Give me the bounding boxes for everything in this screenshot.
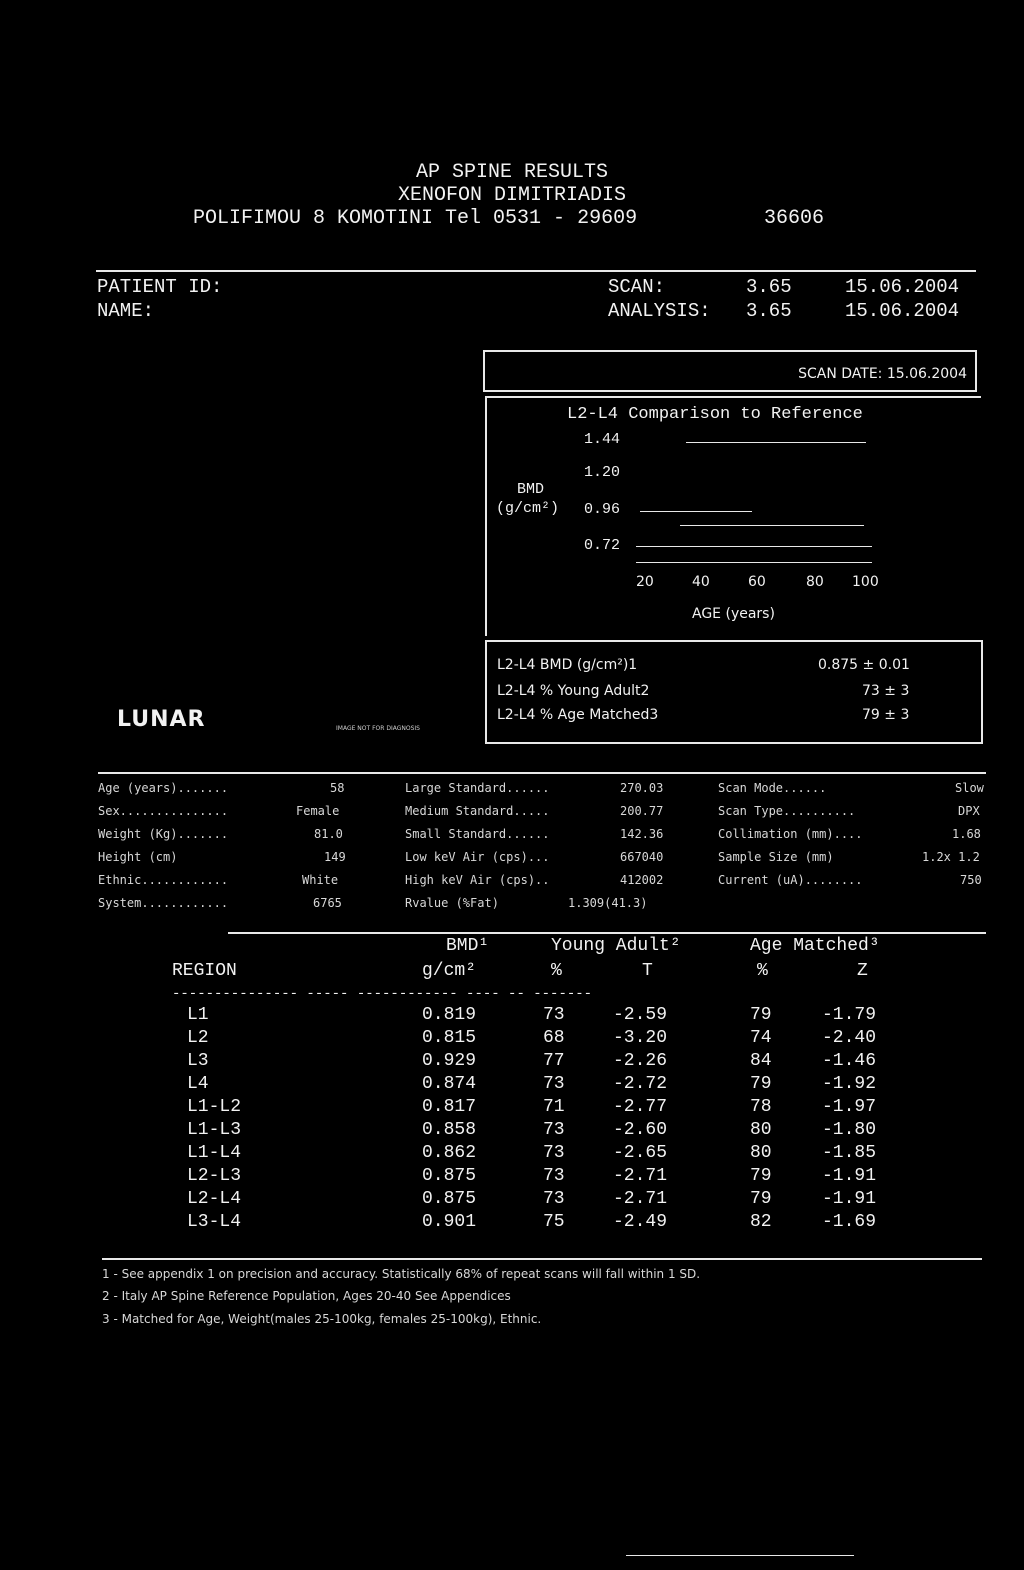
info-value: Female: [296, 804, 340, 818]
info-value: 81.0: [314, 827, 343, 841]
pct-header: %: [551, 961, 562, 981]
ytick-label: 1.44: [584, 431, 621, 448]
info-value: 58: [330, 781, 345, 795]
footnote: 1 - See appendix 1 on precision and accuracy. Statistically 68% of repeat scans will fall within 1 SD.: [102, 1267, 701, 1281]
scan-label: SCAN:: [608, 276, 666, 298]
chart-x-axis: [636, 562, 872, 563]
xtick-label: 40: [692, 574, 710, 590]
bottom-line: [626, 1555, 854, 1556]
xtick-label: 80: [806, 574, 824, 590]
info-value: 750: [960, 873, 982, 887]
z-score-cell: -1.91: [822, 1166, 877, 1186]
info-label: High keV Air (cps)..: [405, 873, 550, 887]
info-label: Current (uA)........: [718, 873, 863, 887]
z-score-cell: -1.80: [822, 1120, 877, 1140]
region-cell: L2: [187, 1028, 209, 1048]
z-score-cell: -1.79: [822, 1005, 877, 1025]
bmd-cell: 0.815: [422, 1028, 477, 1048]
table-row: [0, 1074, 1024, 1096]
pct-header: %: [757, 961, 768, 981]
reference-line: [640, 511, 752, 512]
age-matched-pct-cell: 79: [750, 1005, 772, 1025]
z-score-cell: -1.97: [822, 1097, 877, 1117]
clinic-name: XENOFON DIMITRIADIS: [397, 184, 627, 207]
info-value: 1.2x 1.2: [922, 850, 980, 864]
results-divider: [228, 932, 986, 934]
age-matched-pct-cell: 80: [750, 1120, 772, 1140]
bmd-cell: 0.929: [422, 1051, 477, 1071]
young-adult-pct-cell: 73: [543, 1143, 565, 1163]
bmd-cell: 0.817: [422, 1097, 477, 1117]
image-note: IMAGE NOT FOR DIAGNOSIS: [336, 725, 420, 732]
table-row: [0, 1051, 1024, 1073]
reference-line: [680, 525, 864, 526]
footnote-divider: [102, 1258, 982, 1260]
header-divider: [96, 270, 976, 272]
bmd-cell: 0.862: [422, 1143, 477, 1163]
young-adult-pct-cell: 73: [543, 1005, 565, 1025]
region-cell: L1-L3: [187, 1120, 242, 1140]
info-value: 270.03: [620, 781, 664, 795]
bmd-cell: 0.819: [422, 1005, 477, 1025]
young-adult-pct-cell: 77: [543, 1051, 565, 1071]
info-label: Scan Type..........: [718, 804, 856, 818]
z-score-cell: -1.85: [822, 1143, 877, 1163]
summary-value: 73 ± 3: [862, 683, 910, 699]
footnote: 3 - Matched for Age, Weight(males 25-100kg, females 25-100kg), Ethnic.: [102, 1312, 542, 1326]
t-score-cell: -2.71: [613, 1189, 668, 1209]
xtick-label: 20: [636, 574, 654, 590]
z-score-cell: -2.40: [822, 1028, 877, 1048]
bmd-cell: 0.875: [422, 1166, 477, 1186]
info-divider: [98, 772, 986, 774]
region-header: REGION: [172, 961, 237, 981]
table-row: [0, 1212, 1024, 1234]
table-row: [0, 1189, 1024, 1211]
analysis-date: 15.06.2004: [845, 300, 960, 322]
age-matched-pct-cell: 80: [750, 1143, 772, 1163]
bmd-cell: 0.901: [422, 1212, 477, 1232]
t-score-cell: -2.26: [613, 1051, 668, 1071]
scan-date: 15.06.2004: [845, 276, 960, 298]
bmd-cell: 0.874: [422, 1074, 477, 1094]
info-label: Small Standard......: [405, 827, 550, 841]
reference-chart-box: [485, 396, 981, 636]
z-score-cell: -1.69: [822, 1212, 877, 1232]
info-label: Height (cm): [98, 850, 178, 864]
analysis-version: 3.65: [746, 300, 792, 322]
clinic-code: 36606: [764, 207, 825, 230]
young-adult-pct-cell: 73: [543, 1120, 565, 1140]
t-score-cell: -3.20: [613, 1028, 668, 1048]
t-score-cell: -2.71: [613, 1166, 668, 1186]
region-cell: L4: [187, 1074, 209, 1094]
chart-title: L2-L4 Comparison to Reference: [567, 405, 863, 424]
info-value: Slow: [955, 781, 984, 795]
young-adult-pct-cell: 73: [543, 1189, 565, 1209]
summary-label: L2-L4 % Age Matched3: [497, 707, 659, 723]
region-cell: L1-L2: [187, 1097, 242, 1117]
region-cell: L3-L4: [187, 1212, 242, 1232]
chart-ylabel-line1: BMD: [517, 481, 545, 498]
table-row: [0, 1028, 1024, 1050]
age-matched-pct-cell: 79: [750, 1166, 772, 1186]
info-value: DPX: [958, 804, 980, 818]
region-cell: L3: [187, 1051, 209, 1071]
info-label: System............: [98, 896, 229, 910]
t-score-cell: -2.72: [613, 1074, 668, 1094]
table-row: [0, 1120, 1024, 1142]
age-matched-pct-cell: 78: [750, 1097, 772, 1117]
young-adult-pct-cell: 75: [543, 1212, 565, 1232]
info-label: Scan Mode......: [718, 781, 827, 795]
footnote: 2 - Italy AP Spine Reference Population, Ages 20-40 See Appendices: [102, 1289, 511, 1303]
table-row: [0, 1005, 1024, 1027]
reference-line: [636, 546, 872, 547]
age-matched-pct-cell: 79: [750, 1189, 772, 1209]
t-score-header: T: [642, 961, 653, 981]
age-matched-pct-cell: 82: [750, 1212, 772, 1232]
lunar-logo: LUNAR: [117, 707, 206, 732]
bmd-header: BMD¹: [446, 936, 490, 956]
info-label: Collimation (mm)....: [718, 827, 863, 841]
table-divider: --------------- ----- ------------ ---- -- -------: [172, 986, 593, 1002]
z-score-cell: -1.92: [822, 1074, 877, 1094]
summary-value: 79 ± 3: [862, 707, 910, 723]
reference-line: [686, 442, 866, 443]
region-cell: L2-L4: [187, 1189, 242, 1209]
info-label: Weight (Kg).......: [98, 827, 229, 841]
info-value: 667040: [620, 850, 664, 864]
t-score-cell: -2.60: [613, 1120, 668, 1140]
bmd-cell: 0.858: [422, 1120, 477, 1140]
table-row: [0, 1166, 1024, 1188]
z-score-header: Z: [857, 961, 868, 981]
info-label: Sample Size (mm): [718, 850, 834, 864]
young-adult-pct-cell: 73: [543, 1074, 565, 1094]
xtick-label: 60: [748, 574, 766, 590]
scan-version: 3.65: [746, 276, 792, 298]
unit-header: g/cm²: [422, 961, 477, 981]
chart-xlabel: AGE (years): [692, 606, 775, 622]
info-value: 412002: [620, 873, 664, 887]
info-label: Low keV Air (cps)...: [405, 850, 550, 864]
z-score-cell: -1.91: [822, 1189, 877, 1209]
age-matched-pct-cell: 79: [750, 1074, 772, 1094]
info-value: 1.68: [952, 827, 981, 841]
age-matched-header: Age Matched³: [750, 936, 880, 956]
info-value: 200.77: [620, 804, 664, 818]
table-row: [0, 1097, 1024, 1119]
region-cell: L1-L4: [187, 1143, 242, 1163]
scan-date-box: [483, 350, 977, 392]
info-label: Age (years).......: [98, 781, 229, 795]
info-value: 142.36: [620, 827, 664, 841]
info-label: Rvalue (%Fat): [405, 896, 499, 910]
summary-label: L2-L4 BMD (g/cm²)1: [497, 657, 638, 673]
chart-ylabel-line2: (g/cm²): [496, 500, 560, 517]
patient-id-label: PATIENT ID:: [97, 276, 223, 298]
t-score-cell: -2.65: [613, 1143, 668, 1163]
analysis-label: ANALYSIS:: [608, 300, 711, 322]
summary-value: 0.875 ± 0.01: [818, 657, 910, 673]
info-label: Ethnic............: [98, 873, 229, 887]
age-matched-pct-cell: 84: [750, 1051, 772, 1071]
region-cell: L2-L3: [187, 1166, 242, 1186]
young-adult-header: Young Adult²: [551, 936, 681, 956]
t-score-cell: -2.49: [613, 1212, 668, 1232]
info-value: 6765: [313, 896, 342, 910]
table-row: [0, 1143, 1024, 1165]
ytick-label: 1.20: [584, 464, 621, 481]
info-label: Large Standard......: [405, 781, 550, 795]
z-score-cell: -1.46: [822, 1051, 877, 1071]
info-label: Sex...............: [98, 804, 229, 818]
age-matched-pct-cell: 74: [750, 1028, 772, 1048]
scan-date-box-text: SCAN DATE: 15.06.2004: [798, 366, 967, 382]
info-value: 1.309(41.3): [568, 896, 648, 910]
young-adult-pct-cell: 73: [543, 1166, 565, 1186]
patient-name-label: NAME:: [97, 300, 155, 322]
report-title: AP SPINE RESULTS: [415, 161, 609, 184]
young-adult-pct-cell: 71: [543, 1097, 565, 1117]
summary-label: L2-L4 % Young Adult2: [497, 683, 650, 699]
info-value: 149: [324, 850, 346, 864]
xtick-label: 100: [852, 574, 879, 590]
ytick-label: 0.96: [584, 501, 621, 518]
t-score-cell: -2.59: [613, 1005, 668, 1025]
region-cell: L1: [187, 1005, 209, 1025]
bmd-cell: 0.875: [422, 1189, 477, 1209]
clinic-address: POLIFIMOU 8 KOMOTINI Tel 0531 - 29609: [193, 207, 638, 230]
info-label: Medium Standard.....: [405, 804, 550, 818]
ytick-label: 0.72: [584, 537, 621, 554]
t-score-cell: -2.77: [613, 1097, 668, 1117]
info-value: White: [302, 873, 339, 887]
young-adult-pct-cell: 68: [543, 1028, 565, 1048]
